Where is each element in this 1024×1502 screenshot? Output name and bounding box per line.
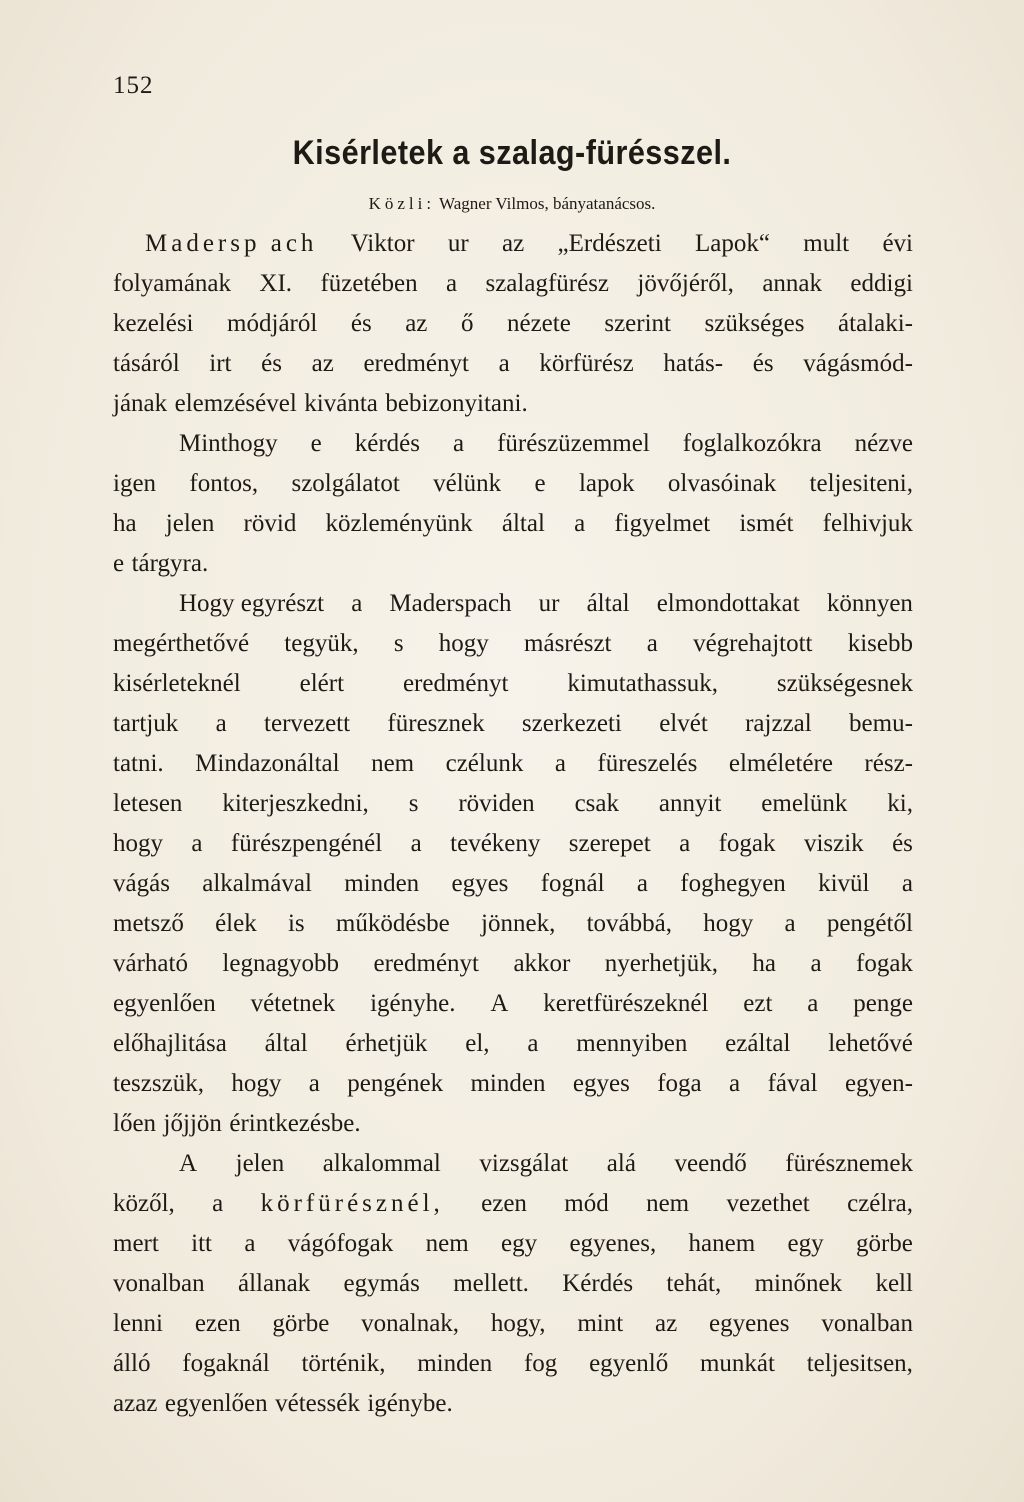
text-line: [113, 704, 913, 744]
text-line: [113, 384, 913, 424]
word: ismét: [739, 510, 794, 537]
word: nem: [425, 1230, 469, 1257]
word: Lapok“: [694, 230, 770, 257]
text-line: [113, 864, 913, 904]
word: egymás: [343, 1270, 420, 1297]
text-line: [113, 1344, 913, 1384]
word: fogak: [856, 950, 913, 977]
word: a: [410, 830, 422, 857]
word: szükséges: [704, 310, 805, 337]
word: görbe: [272, 1310, 330, 1337]
word: Hogy egyrészt: [179, 590, 325, 617]
word: az: [502, 230, 525, 257]
word: el,: [465, 1030, 490, 1057]
word: rövid: [243, 510, 297, 537]
word: s: [408, 790, 419, 817]
word: jönnek,: [481, 910, 556, 937]
word: kivánta: [304, 390, 378, 417]
word: lően: [113, 1110, 157, 1137]
word: lapok: [578, 470, 635, 497]
word: élek: [215, 910, 257, 937]
word: közleményünk: [325, 510, 473, 537]
word: viszik: [803, 830, 864, 857]
word: kiterjeszkedni,: [222, 790, 369, 817]
word: a: [636, 870, 648, 897]
word: füreszelés: [597, 750, 698, 777]
text-line: [113, 1304, 913, 1344]
word: görbe: [855, 1230, 913, 1257]
word: a: [574, 510, 586, 537]
text-line: [113, 624, 913, 664]
word: Madersp ach: [145, 230, 318, 257]
word: a: [901, 870, 913, 897]
word: hogy,: [490, 1310, 546, 1337]
word: vétessék: [275, 1390, 360, 1417]
word: hogy: [113, 830, 163, 857]
word: kisérleteknél: [113, 670, 241, 697]
word: rész-: [864, 750, 913, 777]
word: tehát,: [666, 1270, 722, 1297]
word: ha: [752, 950, 777, 977]
text-line: [113, 1184, 913, 1224]
word: minden: [470, 1070, 546, 1097]
word: hanem: [688, 1230, 756, 1257]
word: jövőjéről,: [637, 270, 734, 297]
word: lehetővé: [828, 1030, 913, 1057]
word: egyenlő: [589, 1350, 669, 1377]
word: szerint: [604, 310, 671, 337]
word: egyen-: [844, 1070, 913, 1097]
word: foglalkozókra: [682, 430, 822, 457]
word: egyenes,: [569, 1230, 657, 1257]
word: történik,: [301, 1350, 386, 1377]
word: kisebb: [847, 630, 913, 657]
word: azaz: [113, 1390, 158, 1417]
word: csak: [574, 790, 619, 817]
word: a: [498, 350, 510, 377]
word: vágásmód-: [803, 350, 913, 377]
word: vágófogak: [287, 1230, 394, 1257]
word: egyenes: [708, 1310, 790, 1337]
word: fog: [523, 1350, 558, 1377]
word: által: [586, 590, 630, 617]
word: alá: [606, 1150, 636, 1177]
word: ezen: [194, 1310, 241, 1337]
word: itt: [191, 1230, 212, 1257]
word: ezt: [743, 990, 773, 1017]
word: megérthetővé: [113, 630, 250, 657]
word: alkalmával: [202, 870, 312, 897]
word: a: [679, 830, 691, 857]
word: röviden: [458, 790, 535, 817]
word: tervezett: [264, 710, 351, 737]
word: elméletére: [728, 750, 833, 777]
word: pengétől: [826, 910, 913, 937]
text-line: [113, 224, 913, 264]
word: foghegyen: [680, 870, 786, 897]
word: egyes: [572, 1070, 630, 1097]
word: penge: [853, 990, 913, 1017]
word: a: [191, 830, 203, 857]
word: fürésznemek: [785, 1150, 913, 1177]
word: Minthogy: [179, 430, 278, 457]
word: érintkezésbe.: [229, 1110, 361, 1137]
word: tegyük,: [284, 630, 359, 657]
word: olvasóinak: [667, 470, 777, 497]
word: által: [501, 510, 545, 537]
word: is: [287, 910, 305, 937]
word: jának: [113, 390, 168, 417]
word: ki,: [887, 790, 913, 817]
text-line: [113, 304, 913, 344]
word: működésbe: [335, 910, 450, 937]
word: e: [310, 430, 322, 457]
word: mult: [803, 230, 850, 257]
text-line: [113, 744, 913, 784]
byline-label: Közli:: [368, 194, 436, 213]
word: e: [534, 470, 546, 497]
word: vizsgálat: [479, 1150, 569, 1177]
word: a: [554, 750, 566, 777]
text-line: [113, 984, 913, 1024]
text-line: [113, 1024, 913, 1064]
text-line: [113, 584, 913, 624]
word: eredményt: [363, 350, 469, 377]
word: metsző: [113, 910, 184, 937]
word: nem: [646, 1190, 690, 1217]
word: közől,: [113, 1190, 175, 1217]
word: az: [405, 310, 428, 337]
word: pengének: [347, 1070, 444, 1097]
word: vezethet: [726, 1190, 810, 1217]
word: végrehajtott: [693, 630, 813, 657]
word: minden: [344, 870, 420, 897]
word: lenni: [113, 1310, 163, 1337]
word: szerepet: [568, 830, 651, 857]
word: felhivjuk: [822, 510, 913, 537]
word: átalaki-: [838, 310, 913, 337]
word: jőjjön: [163, 1110, 222, 1137]
word: a: [308, 1070, 320, 1097]
word: ha: [113, 510, 137, 537]
word: folyamának: [113, 270, 232, 297]
word: letesen: [113, 790, 183, 817]
word: nyerhetjük,: [604, 950, 718, 977]
word: e: [113, 550, 125, 577]
word: fával: [767, 1070, 818, 1097]
text-line: [113, 1224, 913, 1264]
word: várható: [113, 950, 188, 977]
word: fogaknál: [182, 1350, 270, 1377]
word: elvét: [659, 710, 708, 737]
word: a: [810, 950, 822, 977]
text-line: [113, 504, 913, 544]
word: könnyen: [826, 590, 913, 617]
word: kell: [875, 1270, 913, 1297]
word: egyenlően: [164, 1390, 268, 1417]
word: kérdés: [354, 430, 420, 457]
word: és: [261, 350, 282, 377]
text-line: [113, 824, 913, 864]
word: keretfürészeknél: [543, 990, 709, 1017]
word: irt: [209, 350, 232, 377]
word: nézete: [506, 310, 571, 337]
word: annak: [762, 270, 823, 297]
word: vonalban: [821, 1310, 913, 1337]
byline-author: Wagner Vilmos, bányatanácsos.: [439, 194, 656, 213]
word: tevékeny: [450, 830, 541, 857]
word: mellett.: [453, 1270, 529, 1297]
word: kezelési: [113, 310, 194, 337]
word: vágás: [113, 870, 170, 897]
text-line: [113, 1064, 913, 1104]
word: fürészüzemmel: [497, 430, 650, 457]
word: jelen: [235, 1150, 285, 1177]
word: körfürész: [539, 350, 634, 377]
word: nem: [371, 750, 415, 777]
word: egy: [787, 1230, 824, 1257]
word: mert: [113, 1230, 159, 1257]
word: akkor: [513, 950, 571, 977]
word: egyenlően: [113, 990, 216, 1017]
word: tárgyra.: [131, 550, 209, 577]
text-line: [113, 664, 913, 704]
word: a: [351, 590, 363, 617]
word: tásáról: [113, 350, 180, 377]
word: igen: [113, 470, 157, 497]
word: egy: [501, 1230, 538, 1257]
word: szalagfürész: [485, 270, 610, 297]
word: ur: [538, 590, 560, 617]
word: veendő: [674, 1150, 747, 1177]
word: emelünk: [761, 790, 848, 817]
word: annyit: [658, 790, 722, 817]
word: füresznek: [387, 710, 485, 737]
word: ur: [447, 230, 469, 257]
word: fogak: [718, 830, 776, 857]
word: igénybe.: [367, 1390, 453, 1417]
word: czélunk: [445, 750, 524, 777]
word: elmondottakat: [656, 590, 800, 617]
byline: [0, 194, 1024, 214]
text-line: [113, 1144, 913, 1184]
word: fürészpengénél: [230, 830, 383, 857]
word: az: [654, 1310, 678, 1337]
word: ezáltal: [725, 1030, 791, 1057]
word: a: [212, 1190, 224, 1217]
word: álló: [113, 1350, 151, 1377]
word: figyelmet: [614, 510, 711, 537]
word: elemzésével: [174, 390, 297, 417]
text-line: [113, 1264, 913, 1304]
word: A: [490, 990, 509, 1017]
word: állanak: [237, 1270, 311, 1297]
word: jelen: [165, 510, 215, 537]
word: teljesiteni,: [809, 470, 913, 497]
word: az: [311, 350, 334, 377]
page-number: 152: [113, 72, 154, 99]
text-line: [113, 544, 913, 584]
text-line: [113, 904, 913, 944]
word: XI.: [259, 270, 293, 297]
word: a: [646, 630, 658, 657]
word: kimutathassuk,: [567, 670, 719, 697]
word: vélünk: [433, 470, 502, 497]
word: elért: [299, 670, 345, 697]
word: teszszük,: [113, 1070, 204, 1097]
word: módjáról: [227, 310, 318, 337]
word: a: [527, 1030, 539, 1057]
word: egyes: [451, 870, 509, 897]
word: minőnek: [754, 1270, 843, 1297]
text-line: [113, 424, 913, 464]
word: hatás-: [663, 350, 724, 377]
word: „Erdészeti: [557, 230, 662, 257]
word: által: [264, 1030, 308, 1057]
word: Viktor: [350, 230, 415, 257]
text-line: [113, 1104, 913, 1144]
word: A: [179, 1150, 198, 1177]
text-line: [113, 464, 913, 504]
word: alkalommal: [322, 1150, 441, 1177]
word: vonalban: [113, 1270, 205, 1297]
word: a: [729, 1070, 741, 1097]
word: a: [807, 990, 819, 1017]
word: bemu-: [849, 710, 913, 737]
word: ő: [460, 310, 474, 337]
word: bebizonyitani.: [385, 390, 528, 417]
text-line: [113, 264, 913, 304]
word: előhajlitása: [113, 1030, 227, 1057]
word: ezen: [481, 1190, 527, 1217]
word: és: [350, 310, 372, 337]
word: eredményt: [373, 950, 479, 977]
word: fontos,: [189, 470, 259, 497]
article-title: Kisérletek a szalag-fürésszel.: [292, 134, 732, 172]
word: évi: [882, 230, 913, 257]
word: nézve: [854, 430, 913, 457]
word: foga: [657, 1070, 702, 1097]
word: mennyiben: [576, 1030, 688, 1057]
word: a: [784, 910, 796, 937]
word: mód: [564, 1190, 609, 1217]
word: vétetnek: [250, 990, 336, 1017]
word: munkát: [699, 1350, 775, 1377]
word: s: [393, 630, 404, 657]
word: a: [215, 710, 227, 737]
word: fognál: [540, 870, 605, 897]
word: másrészt: [524, 630, 612, 657]
text-line: [113, 344, 913, 384]
text-line: [113, 944, 913, 984]
word: Maderspach: [389, 590, 512, 617]
word: rajzzal: [745, 710, 812, 737]
word: hogy: [231, 1070, 282, 1097]
word: érhetjük: [345, 1030, 428, 1057]
word: igényhe.: [370, 990, 456, 1017]
word: legnagyobb: [222, 950, 340, 977]
text-line: [113, 1384, 913, 1424]
word: és: [892, 830, 913, 857]
word: körfürésznél,: [260, 1190, 444, 1217]
word: szolgálatot: [291, 470, 400, 497]
word: teljesitsen,: [806, 1350, 913, 1377]
word: szerkezeti: [521, 710, 622, 737]
word: tartjuk: [113, 710, 179, 737]
word: Mindazonáltal: [195, 750, 340, 777]
word: Kérdés: [562, 1270, 634, 1297]
word: a: [452, 430, 465, 457]
word: hogy: [438, 630, 489, 657]
article-body: [113, 224, 913, 1424]
word: hogy: [703, 910, 754, 937]
text-line: [113, 784, 913, 824]
word: tatni.: [113, 750, 164, 777]
word: minden: [417, 1350, 493, 1377]
word: füzetében: [320, 270, 418, 297]
word: eredményt: [402, 670, 509, 697]
word: továbbá,: [586, 910, 672, 937]
word: czélra,: [847, 1190, 913, 1217]
word: a: [244, 1230, 256, 1257]
word: mint: [577, 1310, 624, 1337]
word: kivül: [818, 870, 870, 897]
word: és: [752, 350, 774, 377]
word: a: [445, 270, 458, 297]
word: eddigi: [850, 270, 913, 297]
word: szükségesnek: [776, 670, 913, 697]
word: vonalnak,: [361, 1310, 460, 1337]
